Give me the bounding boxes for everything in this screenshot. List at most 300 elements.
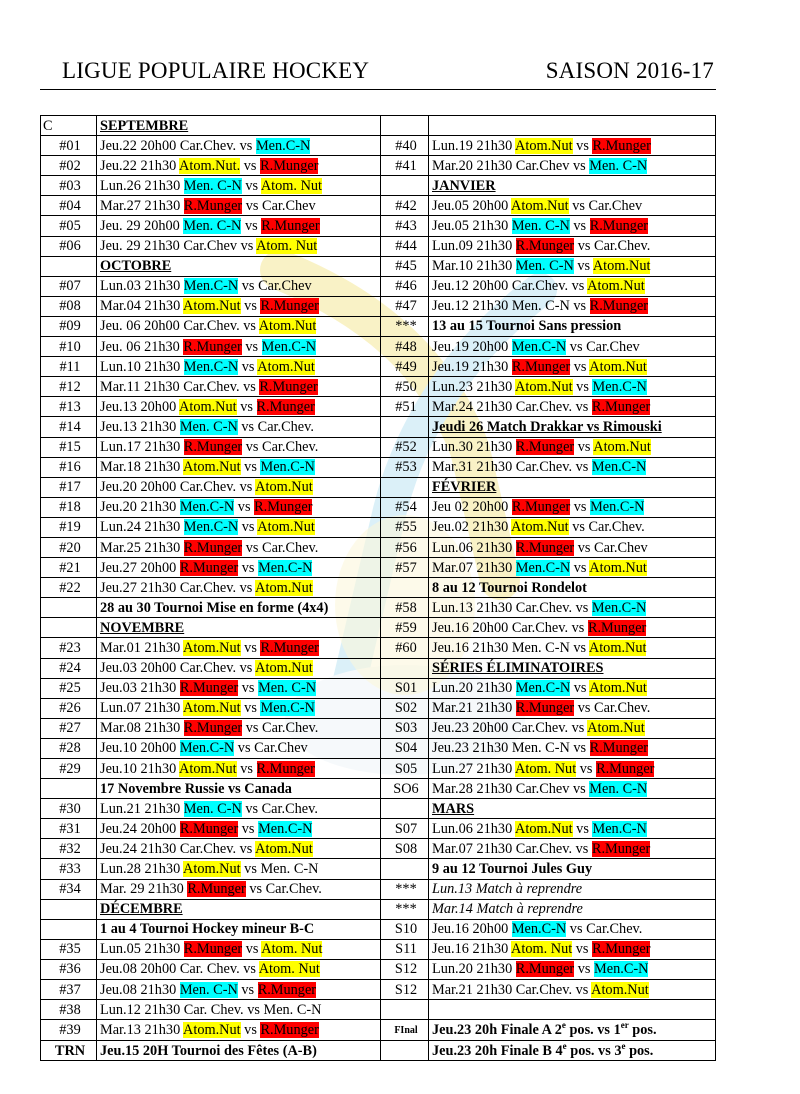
schedule-row — [41, 959, 716, 979]
right-game-entry — [429, 799, 716, 819]
team-highlight: Men.C-N — [260, 700, 315, 717]
entry-text: Lun.19 21h30 — [432, 137, 516, 154]
entry-text: vs Car.Chev. — [241, 800, 318, 817]
season-title: SAISON 2016-17 — [545, 58, 714, 83]
entry-text: vs — [570, 680, 590, 697]
schedule-row — [41, 477, 716, 497]
entry-text: vs Car.Chev. — [242, 539, 319, 556]
team-highlight: Men.C-N — [592, 820, 647, 837]
left-game-entry — [97, 859, 381, 879]
right-game-code — [381, 859, 429, 879]
right-game-entry — [429, 980, 716, 1000]
team-highlight: Atom.Nut — [183, 700, 241, 717]
team-highlight: R.Munger — [591, 840, 651, 857]
entry-text: vs — [574, 961, 595, 978]
left-game-code: #11 — [41, 357, 97, 377]
left-game-code: #28 — [41, 738, 97, 758]
schedule-row — [41, 417, 716, 437]
entry-text: vs — [238, 559, 259, 576]
right-game-entry — [429, 136, 716, 156]
team-highlight: R.Munger — [183, 539, 243, 556]
team-highlight: R.Munger — [179, 820, 239, 837]
entry-text: vs Car.Chev. — [242, 720, 319, 737]
schedule-table — [40, 115, 716, 1061]
right-game-code: FInal — [381, 1020, 429, 1041]
right-game-code: #43 — [381, 216, 429, 236]
team-highlight: R.Munger — [260, 639, 319, 656]
entry-text: Jeu.16 20h00 Car.Chev. vs — [432, 619, 588, 636]
right-game-code: #41 — [381, 156, 429, 176]
entry-text: pos. vs 1 — [565, 1022, 621, 1039]
entry-text: Mar.21 21h30 Car.Chev. vs — [432, 981, 592, 998]
left-game-code: #34 — [41, 879, 97, 899]
team-highlight: R.Munger — [515, 700, 575, 717]
team-highlight: R.Munger — [183, 197, 243, 214]
right-game-entry — [429, 316, 716, 336]
schedule-row — [41, 457, 716, 477]
team-highlight: R.Munger — [257, 981, 317, 998]
entry-text: vs — [572, 941, 593, 958]
entry-text: Jeu.20 20h00 Car.Chev. vs — [100, 479, 256, 496]
team-highlight: R.Munger — [183, 338, 242, 355]
left-game-code — [41, 256, 97, 276]
team-highlight: Atom.Nut — [592, 258, 651, 275]
left-game-code — [41, 618, 97, 638]
team-highlight: Atom.Nut — [515, 820, 573, 837]
left-game-entry — [97, 799, 381, 819]
right-game-entry — [429, 598, 716, 618]
left-game-entry — [97, 256, 381, 276]
entry-text: vs — [236, 398, 257, 415]
right-game-entry — [429, 417, 716, 437]
entry-text: Jeu. 06 21h30 — [100, 338, 184, 355]
team-highlight: Men.C-N — [183, 358, 239, 375]
left-game-code: #33 — [41, 859, 97, 879]
schedule-row — [41, 939, 716, 959]
entry-text: Jeu 02 20h00 — [432, 499, 512, 516]
entry-text: Jeu.08 20h00 Car. Chev. vs — [100, 961, 259, 978]
team-highlight: R.Munger — [260, 157, 319, 174]
team-highlight: R.Munger — [591, 398, 651, 415]
team-highlight: R.Munger — [254, 499, 313, 516]
team-highlight: Atom.Nut — [591, 981, 649, 998]
left-game-entry — [97, 517, 381, 537]
entry-text: vs — [234, 499, 255, 516]
left-game-entry — [97, 678, 381, 698]
entry-text: vs — [240, 639, 261, 656]
right-game-code: *** — [381, 879, 429, 899]
right-game-code: #40 — [381, 136, 429, 156]
left-game-entry — [97, 196, 381, 216]
team-highlight: R.Munger — [515, 539, 575, 556]
schedule-row — [41, 618, 716, 638]
team-highlight: R.Munger — [260, 1022, 319, 1039]
team-highlight: Atom.Nut — [589, 358, 647, 375]
team-highlight: R.Munger — [259, 378, 318, 395]
entry-text: Jeu.22 20h00 Car.Chev. vs — [100, 137, 256, 154]
entry-text: 13 au 15 Tournoi Sans pression — [432, 318, 622, 335]
right-game-code: S12 — [381, 980, 429, 1000]
schedule-row — [41, 718, 716, 738]
left-game-entry — [97, 1041, 381, 1061]
team-highlight: Atom.Nut — [183, 459, 241, 476]
entry-text: vs — [570, 559, 590, 576]
left-game-code: #37 — [41, 980, 97, 1000]
team-highlight: Atom.Nut — [255, 479, 313, 496]
team-highlight: Men.C-N — [261, 338, 317, 355]
right-game-entry — [429, 296, 716, 316]
entry-text: Lun.17 21h30 — [100, 439, 184, 456]
team-highlight: Men.C-N — [260, 459, 315, 476]
entry-text: 1 au 4 Tournoi Hockey mineur B-C — [100, 921, 315, 938]
left-game-entry — [97, 1000, 381, 1020]
team-highlight: R.Munger — [511, 358, 571, 375]
entry-text: Jeu.23 20h00 Car.Chev. vs — [432, 720, 588, 737]
entry-text: vs — [238, 519, 258, 536]
team-highlight: R.Munger — [183, 720, 243, 737]
entry-text: Lun.05 21h30 — [100, 941, 184, 958]
left-game-code: #22 — [41, 578, 97, 598]
right-game-code: *** — [381, 899, 429, 919]
right-game-code: S02 — [381, 698, 429, 718]
entry-text: vs Car.Chev. — [242, 439, 319, 456]
right-game-entry — [429, 1020, 716, 1041]
entry-text: Jeu.12 21h30 Men. C-N vs — [432, 298, 590, 315]
entry-text: Lun.20 21h30 — [432, 680, 516, 697]
right-game-code: *** — [381, 316, 429, 336]
entry-text: Jeu.10 21h30 — [100, 760, 180, 777]
right-game-code: #49 — [381, 357, 429, 377]
right-game-entry — [429, 959, 716, 979]
team-highlight: Men.C-N — [590, 499, 645, 516]
entry-text: NOVEMBRE — [100, 619, 185, 636]
team-highlight: Atom.Nut — [511, 519, 569, 536]
right-game-entry — [429, 176, 716, 196]
left-game-code: #36 — [41, 959, 97, 979]
entry-text: vs Car.Chev. — [237, 418, 314, 435]
left-game-code: #20 — [41, 537, 97, 557]
schedule-row — [41, 256, 716, 276]
left-game-code: #39 — [41, 1020, 97, 1041]
team-highlight: Men.C-N — [179, 499, 235, 516]
right-game-code: S10 — [381, 919, 429, 939]
left-game-entry — [97, 939, 381, 959]
right-game-entry — [429, 256, 716, 276]
entry-text: Jeu.27 21h30 Car.Chev. vs — [100, 579, 256, 596]
left-game-entry — [97, 357, 381, 377]
right-game-code — [381, 116, 429, 136]
left-game-entry — [97, 959, 381, 979]
left-game-code: C — [41, 116, 97, 136]
left-game-entry — [97, 417, 381, 437]
entry-text: Lun.06 21h30 — [432, 539, 516, 556]
schedule-row — [41, 357, 716, 377]
right-game-code: #57 — [381, 558, 429, 578]
team-highlight: Men.C-N — [591, 459, 647, 476]
left-game-code: #24 — [41, 658, 97, 678]
left-game-entry — [97, 618, 381, 638]
team-highlight: Men. C-N — [589, 157, 648, 174]
right-game-code — [381, 417, 429, 437]
entry-text: vs — [241, 338, 262, 355]
entry-text: Lun.27 21h30 — [432, 760, 516, 777]
entry-text: 28 au 30 Tournoi Mise en forme (4x4) — [100, 599, 329, 616]
right-game-code: S01 — [381, 678, 429, 698]
team-highlight: R.Munger — [183, 439, 243, 456]
entry-text: Jeu. 29 20h00 — [100, 218, 184, 235]
left-game-code: #31 — [41, 819, 97, 839]
entry-text: vs — [238, 820, 259, 837]
right-game-entry — [429, 457, 716, 477]
right-game-entry — [429, 397, 716, 417]
right-game-entry — [429, 437, 716, 457]
entry-text: Jeu. 29 21h30 Car.Chev vs — [100, 238, 257, 255]
entry-text: Jeu.16 20h00 — [432, 921, 512, 938]
entry-text: vs Car.Chev — [566, 338, 640, 355]
entry-text: Jeu.05 20h00 — [432, 197, 512, 214]
schedule-row — [41, 196, 716, 216]
team-highlight: R.Munger — [589, 218, 649, 235]
entry-text: Lun.10 21h30 — [100, 358, 184, 375]
right-game-code: #42 — [381, 196, 429, 216]
right-game-entry — [429, 638, 716, 658]
entry-text: vs Car.Chev — [234, 740, 308, 757]
team-highlight: Men. C-N — [183, 800, 242, 817]
entry-text: Mar.18 21h30 — [100, 459, 184, 476]
right-game-code — [381, 477, 429, 497]
left-game-entry — [97, 156, 381, 176]
entry-text: Jeu.10 20h00 — [100, 740, 180, 757]
entry-text: vs Car.Chev. — [566, 921, 643, 938]
team-highlight: R.Munger — [515, 439, 575, 456]
entry-text: OCTOBRE — [100, 258, 172, 275]
left-game-code: #08 — [41, 296, 97, 316]
entry-text: e — [621, 1041, 626, 1051]
entry-text: Jeu.13 20h00 — [100, 398, 180, 415]
team-highlight: Atom. Nut — [511, 941, 573, 958]
entry-text: vs — [572, 378, 593, 395]
schedule-row — [41, 437, 716, 457]
team-highlight: Men.C-N — [183, 278, 239, 295]
entry-text: Jeu.23 20h Finale A 2 — [432, 1022, 562, 1039]
right-game-code — [381, 1000, 429, 1020]
header-rule — [40, 89, 716, 90]
right-game-code: S04 — [381, 738, 429, 758]
entry-text: Mar.11 21h30 Car.Chev. vs — [100, 378, 260, 395]
right-game-entry — [429, 116, 716, 136]
left-game-entry — [97, 899, 381, 919]
left-game-entry — [97, 457, 381, 477]
team-highlight: Atom.Nut — [183, 639, 241, 656]
team-highlight: R.Munger — [179, 680, 239, 697]
left-game-code: #18 — [41, 497, 97, 517]
schedule-row — [41, 859, 716, 879]
right-game-code: #51 — [381, 397, 429, 417]
right-game-code: #55 — [381, 517, 429, 537]
entry-text: vs — [572, 137, 593, 154]
left-game-entry — [97, 638, 381, 658]
entry-text: SEPTEMBRE — [100, 117, 189, 134]
left-game-entry — [97, 116, 381, 136]
left-game-code — [41, 899, 97, 919]
right-game-code: #52 — [381, 437, 429, 457]
left-game-code: #38 — [41, 1000, 97, 1020]
team-highlight: Atom.Nut — [515, 137, 573, 154]
left-game-code — [41, 779, 97, 799]
left-game-entry — [97, 578, 381, 598]
team-highlight: Men.C-N — [183, 519, 239, 536]
entry-text: Jeu.12 20h00 Car.Chev. vs — [432, 278, 588, 295]
team-highlight: Men.C-N — [515, 680, 571, 697]
schedule-row — [41, 116, 716, 136]
right-game-code: #56 — [381, 537, 429, 557]
entry-text: Mar.01 21h30 — [100, 639, 184, 656]
team-highlight: Atom. Nut — [258, 961, 320, 978]
left-game-code: #04 — [41, 196, 97, 216]
entry-text: FÉVRIER — [432, 479, 497, 496]
team-highlight: Atom.Nut — [258, 318, 317, 335]
team-highlight: Atom. Nut — [515, 760, 577, 777]
entry-text: Mar.31 21h30 Car.Chev. vs — [432, 459, 592, 476]
entry-text: vs — [241, 218, 262, 235]
entry-text: MARS — [432, 800, 475, 817]
entry-text: e — [561, 1020, 566, 1031]
schedule-row — [41, 578, 716, 598]
right-game-code: #58 — [381, 598, 429, 618]
left-game-entry — [97, 537, 381, 557]
team-highlight: Atom.Nut — [255, 840, 313, 857]
left-game-code: #16 — [41, 457, 97, 477]
left-game-entry — [97, 397, 381, 417]
entry-text: Jeu.02 21h30 — [432, 519, 512, 536]
entry-text: vs — [572, 820, 593, 837]
entry-text: Mar.08 21h30 — [100, 720, 184, 737]
team-highlight: R.Munger — [515, 961, 575, 978]
left-game-code: #02 — [41, 156, 97, 176]
entry-text: vs Car.Chev. — [245, 881, 322, 898]
entry-text: Jeu.16 21h30 — [432, 941, 512, 958]
right-game-code: S12 — [381, 959, 429, 979]
left-game-entry — [97, 759, 381, 779]
schedule-row — [41, 537, 716, 557]
schedule-row — [41, 136, 716, 156]
schedule-row — [41, 1020, 716, 1041]
left-game-code: #07 — [41, 276, 97, 296]
team-highlight: Men. C-N — [179, 418, 238, 435]
team-highlight: R.Munger — [256, 760, 315, 777]
entry-text: Jeu.13 21h30 — [100, 418, 180, 435]
right-game-code — [381, 176, 429, 196]
right-game-code: S03 — [381, 718, 429, 738]
right-game-code: #48 — [381, 337, 429, 357]
left-game-code: #05 — [41, 216, 97, 236]
entry-text: Jeu.23 21h30 Men. C-N vs — [432, 740, 590, 757]
right-game-code — [381, 1041, 429, 1061]
left-game-code: #30 — [41, 799, 97, 819]
entry-text: Jeu.03 21h30 — [100, 680, 180, 697]
right-game-entry — [429, 477, 716, 497]
schedule-row — [41, 799, 716, 819]
left-game-entry — [97, 337, 381, 357]
entry-text: Jeu.19 20h00 — [432, 338, 512, 355]
left-game-entry — [97, 437, 381, 457]
team-highlight: Atom.Nut — [587, 278, 645, 295]
left-game-entry — [97, 316, 381, 336]
team-highlight: Atom.Nut — [511, 197, 569, 214]
entry-text: vs — [237, 981, 258, 998]
right-game-code: S05 — [381, 759, 429, 779]
left-game-code: #27 — [41, 718, 97, 738]
right-game-entry — [429, 196, 716, 216]
team-highlight: R.Munger — [261, 218, 320, 235]
left-game-code: #06 — [41, 236, 97, 256]
team-highlight: R.Munger — [515, 238, 575, 255]
left-game-entry — [97, 477, 381, 497]
team-highlight: Men. C-N — [589, 780, 648, 797]
entry-text: Jeu.03 20h00 Car.Chev. vs — [100, 660, 256, 677]
right-game-entry — [429, 156, 716, 176]
right-game-code: #46 — [381, 276, 429, 296]
team-highlight: Men. C-N — [179, 981, 238, 998]
entry-text: vs — [242, 941, 262, 958]
team-highlight: Atom.Nut — [183, 1022, 241, 1039]
left-game-entry — [97, 839, 381, 859]
schedule-row — [41, 236, 716, 256]
team-highlight: Atom.Nut — [589, 559, 647, 576]
team-highlight: Men.C-N — [258, 559, 313, 576]
right-game-code: #45 — [381, 256, 429, 276]
team-highlight: R.Munger — [187, 881, 246, 898]
team-highlight: Atom.Nut — [179, 398, 237, 415]
entry-text: Lun.13 Match à reprendre — [432, 881, 583, 898]
entry-text: Jeu.08 21h30 — [100, 981, 180, 998]
left-game-entry — [97, 879, 381, 899]
left-game-code: #13 — [41, 397, 97, 417]
left-game-code: #32 — [41, 839, 97, 859]
schedule-row — [41, 377, 716, 397]
left-game-code: #23 — [41, 638, 97, 658]
entry-text: Mar.27 21h30 — [100, 197, 184, 214]
team-highlight: Men.C-N — [591, 599, 647, 616]
schedule-row — [41, 839, 716, 859]
entry-text: vs — [574, 439, 594, 456]
right-game-entry — [429, 236, 716, 256]
team-highlight: Men.C-N — [592, 378, 647, 395]
entry-text: Jeu.23 20h Finale B 4 — [432, 1042, 563, 1059]
entry-text: Lun.09 21h30 — [432, 238, 516, 255]
entry-text: Jeu.19 21h30 — [432, 358, 512, 375]
entry-text: Lun.03 21h30 — [100, 278, 184, 295]
schedule-row — [41, 337, 716, 357]
right-game-code: #53 — [381, 457, 429, 477]
team-highlight: R.Munger — [596, 760, 655, 777]
right-game-entry — [429, 216, 716, 236]
right-game-entry — [429, 497, 716, 517]
entry-text: SÉRIES ÉLIMINATOIRES — [432, 660, 604, 677]
schedule-row — [41, 779, 716, 799]
team-highlight: Men.C-N — [255, 137, 311, 154]
entry-text: Mar.14 Match à reprendre — [432, 901, 583, 918]
schedule-row — [41, 1041, 716, 1061]
entry-text: vs — [238, 680, 259, 697]
right-game-code: S08 — [381, 839, 429, 859]
right-game-entry — [429, 377, 716, 397]
schedule-row — [41, 899, 716, 919]
entry-text: vs Car.Chev — [238, 278, 312, 295]
right-game-entry — [429, 618, 716, 638]
entry-text: Mar.20 21h30 Car.Chev vs — [432, 157, 590, 174]
left-game-code: #26 — [41, 698, 97, 718]
